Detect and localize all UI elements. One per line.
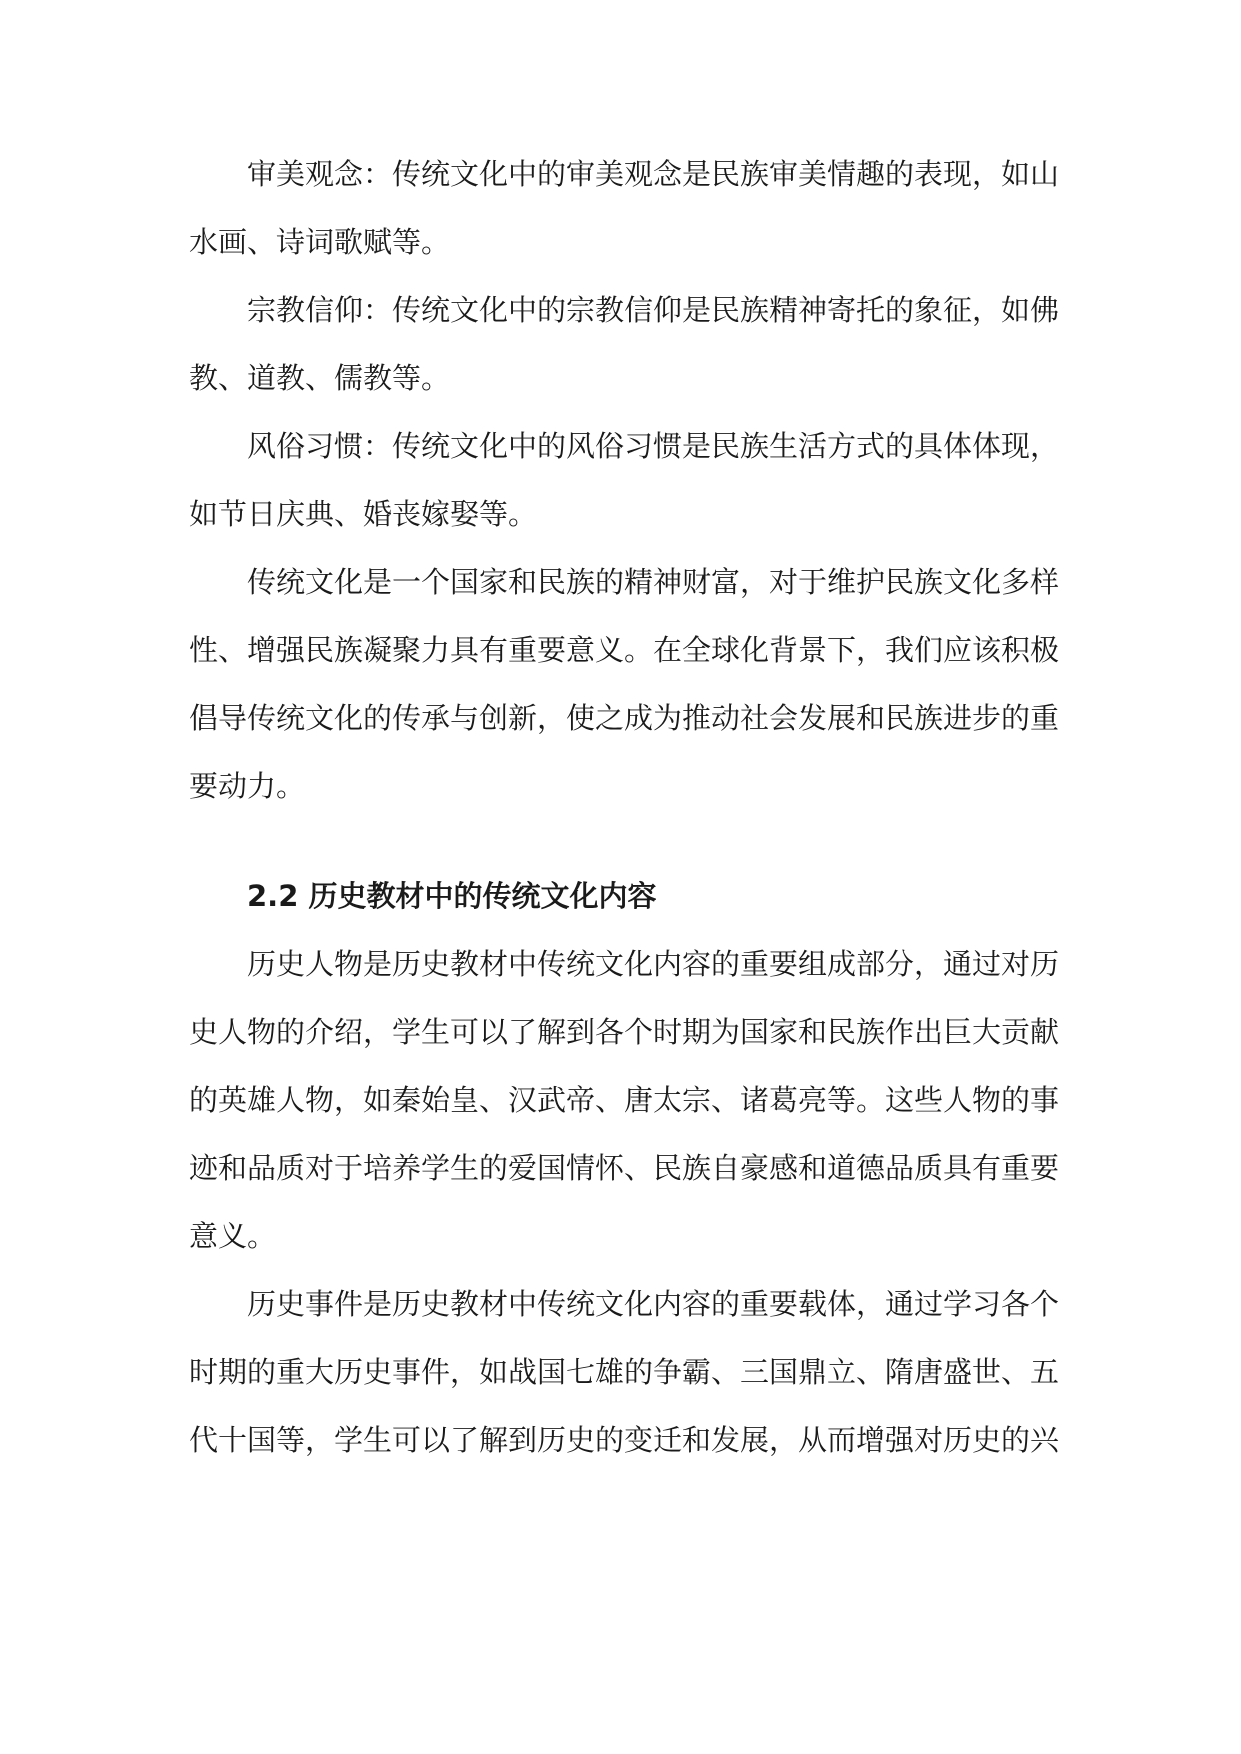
paragraph-aesthetic-concepts: 审美观念：传统文化中的审美观念是民族审美情趣的表现，如山水画、诗词歌赋等。 (189, 157, 1060, 259)
document-body (189, 140, 1059, 1474)
paragraph-customs: 风俗习惯：传统文化中的风俗习惯是民族生活方式的具体体现，如节日庆典、婚丧嫁娶等。 (189, 429, 1060, 531)
paragraph-religious-beliefs: 宗教信仰：传统文化中的宗教信仰是民族精神寄托的象征，如佛教、道教、儒教等。 (189, 293, 1060, 395)
paragraph-historical-events: 历史事件是历史教材中传统文化内容的重要载体，通过学习各个时期的重大历史事件，如战国七雄的争霸、三国鼎立、隋唐盛世、五代十国等，学生可以了解到历史的变迁和发展，从而增强对历史的兴 (189, 1287, 1060, 1457)
paragraph-traditional-culture-summary: 传统文化是一个国家和民族的精神财富，对于维护民族文化多样性、增强民族凝聚力具有重要意义。在全球化背景下，我们应该积极倡导传统文化的传承与创新，使之成为推动社会发展和民族进步的重要动力。 (189, 565, 1060, 803)
section-heading: 2.2 历史教材中的传统文化内容 (247, 879, 657, 913)
paragraph-historical-figures: 历史人物是历史教材中传统文化内容的重要组成部分，通过对历史人物的介绍，学生可以了解到各个时期为国家和民族作出巨大贡献的英雄人物，如秦始皇、汉武帝、唐太宗、诸葛亮等。这些人物的事迹和品质对于培养学生的爱国情怀、民族自豪感和道德品质具有重要意义。 (189, 947, 1060, 1253)
